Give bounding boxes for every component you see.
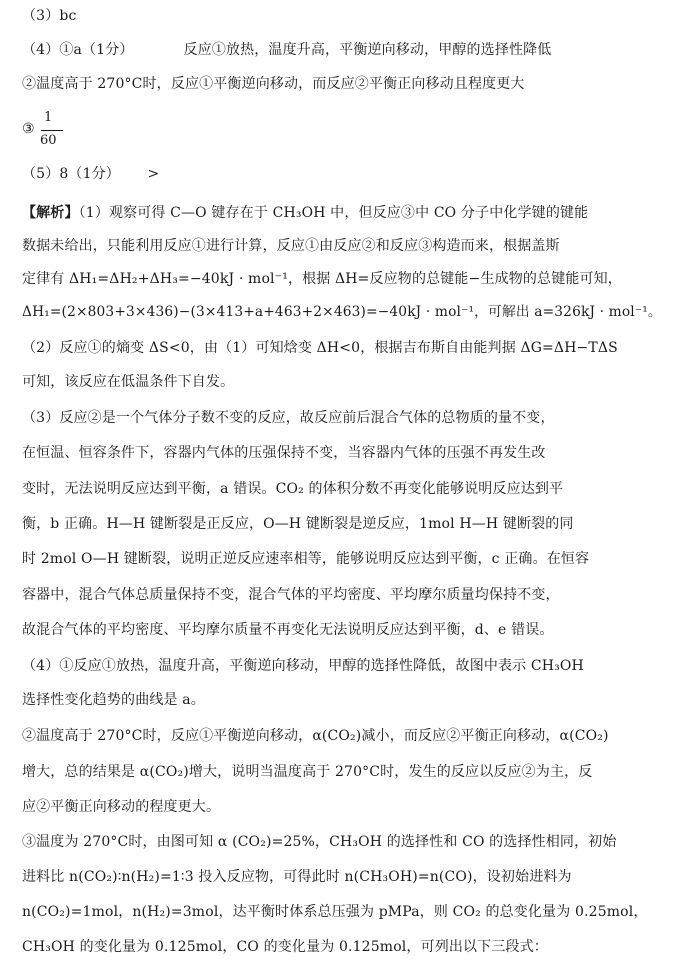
analysis-p4-line1: （4）①反应①放热，温度升高，平衡逆向移动，甲醇的选择性降低，故图中表示 CH₃OH [22, 658, 584, 674]
fraction-numerator: 1 [44, 110, 53, 125]
analysis-p3-line5: 时 2mol O—H 键断裂，说明正逆反应速率相等，能够说明反应达到平衡，c 正确。在恒容 [22, 551, 590, 567]
analysis-p1-line3: 定律有 ΔH₁=ΔH₂+ΔH₃=−40kJ · mol⁻¹，根据 ΔH=反应物的总键能−生成物的总键能可知， [22, 271, 622, 287]
answer-4-1-text: 反应①放热，温度升高，平衡逆向移动，甲醇的选择性降低 [183, 42, 552, 58]
fraction-denominator: 60 [40, 133, 57, 148]
analysis-p2-line1: （2）反应①的熵变 ΔS<0，由（1）可知焓变 ΔH<0，根据吉布斯自由能判据 ΔG=ΔH−TΔS [22, 340, 618, 356]
analysis-p1-line1 [22, 203, 662, 223]
analysis-p6-line2: 进料比 n(CO₂)∶n(H₂)=1∶3 投入反应物，可得此时 n(CH₃OH)=n(CO)，设初始进料为 [22, 869, 572, 885]
analysis-p3-line2: 在恒温、恒容条件下，容器内气体的压强保持不变，当容器内气体的压强不再发生改 [22, 445, 546, 461]
analysis-p1-line4: ΔH₁=(2×803+3×436)−(3×413+a+463+2×463)=−40kJ · mol⁻¹，可解出 a=326kJ · mol⁻¹。 [22, 304, 662, 320]
analysis-p3-line4: 衡，b 正确。H—H 键断裂是正反应，O—H 键断裂是逆反应，1mol H—H 键断裂的同 [22, 516, 574, 532]
analysis-p6-line1: ③温度为 270°C时，由图可知 α (CO₂)=25%，CH₃OH 的选择性和 CO 的选择性相同，初始 [22, 834, 617, 850]
answer-3: （3）bc [22, 8, 77, 24]
fraction-bar [41, 130, 63, 131]
analysis-tag: 【解析】 [22, 205, 79, 221]
analysis-p2-line2: 可知，该反应在低温条件下自发。 [22, 374, 235, 390]
analysis-p3-line1: （3）反应②是一个气体分子数不变的反应，故反应前后混合气体的总物质的量不变， [22, 410, 555, 426]
analysis-p3-line7: 故混合气体的平均密度、平均摩尔质量不再变化无法说明反应达到平衡，d、e 错误。 [22, 622, 554, 638]
answer-4-1 [22, 40, 662, 60]
answer-5: （5）8（1分） > [22, 166, 160, 182]
analysis-p5-line1: ②温度高于 270°C时，反应①平衡逆向移动，α(CO₂)减小，而反应②平衡正向移动，α(CO₂) [22, 728, 609, 744]
analysis-p5-line3: 应②平衡正向移动的程度更大。 [22, 799, 221, 815]
analysis-p4-line2: 选择性变化趋势的曲线是 a。 [22, 692, 205, 708]
analysis-p5-line2: 增大，总的结果是 α(CO₂)增大，说明当温度高于 270°C时，发生的反应以反应②为主，反 [22, 764, 593, 780]
analysis-p6-line4: CH₃OH 的变化量为 0.125mol，CO 的变化量为 0.125mol，可列出以下三段式： [22, 939, 548, 955]
answer-4-2: ②温度高于 270°C时，反应①平衡逆向移动，而反应②平衡正向移动且程度更大 [22, 76, 525, 92]
analysis-p3-line6: 容器中，混合气体总质量保持不变，混合气体的平均密度、平均摩尔质量均保持不变， [22, 587, 560, 603]
answer-4-3-prefix: ③ [22, 121, 35, 137]
analysis-p1-line1-text: （1）观察可得 C—O 键存在于 CH₃OH 中，但反应③中 CO 分子中化学键的键能 [78, 205, 589, 221]
analysis-p6-line3: n(CO₂)=1mol，n(H₂)=3mol，达平衡时体系总压强为 pMPa，则 CO₂ 的总变化量为 0.25mol， [22, 904, 648, 920]
analysis-p1-line2: 数据未给出，只能利用反应①进行计算，反应①由反应②和反应③构造而来，根据盖斯 [22, 238, 560, 254]
answer-4-1-prefix: （4）①a（1分） [22, 42, 134, 58]
analysis-p3-line3: 变时，无法说明反应达到平衡，a 错误。CO₂ 的体积分数不再变化能够说明反应达到平 [22, 481, 564, 497]
